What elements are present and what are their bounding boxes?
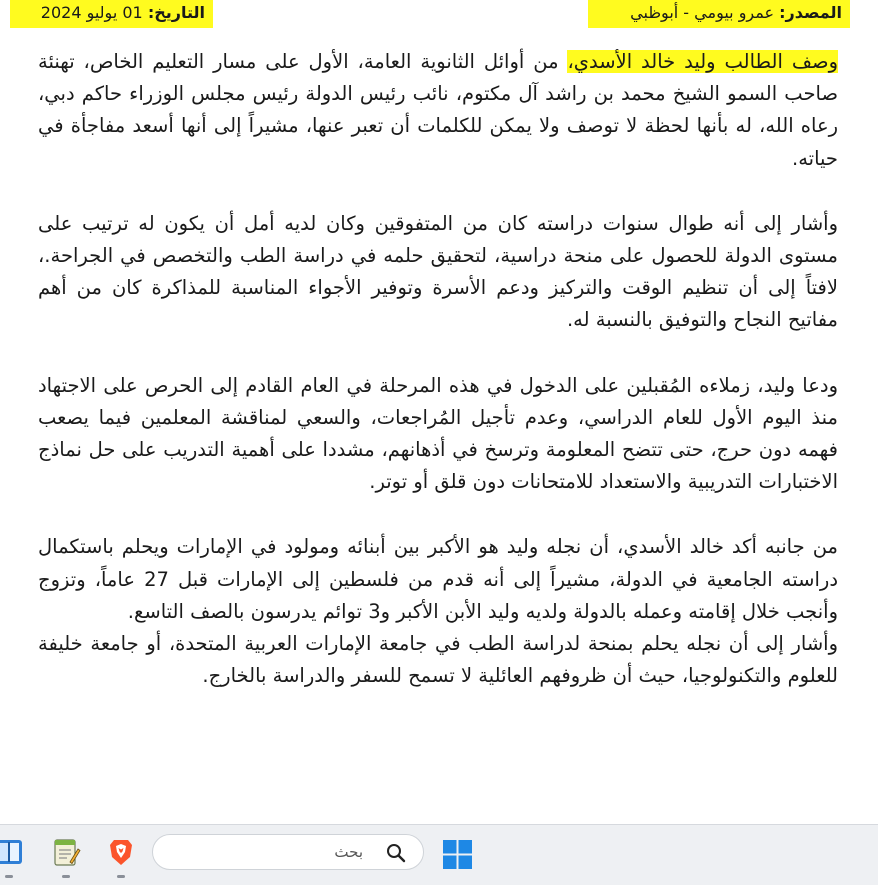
source-tag [588,0,850,28]
paragraph-1-text: من أوائل الثانوية العامة، الأول على مسار التعليم الخاص، تهنئة صاحب السمو الشيخ محمد بن راشد آل مكتوم، نائب رئيس الدولة رئيس مجلس الوزراء حاكم دبي، رعاه الله، له بأنها لحظة لا توصف ولا يمكن للكلمات أن تعبر عنها، مشيراً إلى أنها أسعد مفاجأة في حياته. [38,50,838,170]
header-bar [0,0,878,30]
search-placeholder: بحث [334,843,363,861]
paragraph-3: ودعا وليد، زملاءه المُقبلين على الدخول في هذه المرحلة في العام القادم إلى الحرص على الاجتهاد منذ اليوم الأول للعام الدراسي، وعدم تأجيل المُراجعات، والسعي لمناقشة المعلمين فيما يصعب فهمه دون حرج، حتى تتضح المعلومة وترسخ في أذهانهم، مشددا على أهمية التدريب على حل نماذج الاختبارات التدريبية والاستعداد للامتحانات دون قلق أو توتر. [38,373,838,494]
taskbar [0,824,878,885]
book-app-icon[interactable] [0,837,24,867]
date-tag [10,0,213,28]
brave-running-indicator [117,875,125,878]
paragraph-5: وأشار إلى أن نجله يحلم بمنحة لدراسة الطب في جامعة الإمارات العربية المتحدة، أو جامعة خليفة للعلوم والتكنولوجيا، حيث أن ظروفهم العائلية لا تسمح للسفر والدراسة بالخارج. [38,632,838,688]
notepad-running-indicator [62,875,70,878]
article-body [38,46,838,692]
date-label: التاريخ: [147,3,205,22]
date-value: 01 يوليو 2024 [40,3,143,22]
highlighted-lead: وصف الطالب وليد خالد الأسدي، [567,50,838,73]
paragraph-1 [38,46,838,175]
book-app-running-indicator [5,875,13,878]
source-value: عمرو بيومي - أبوظبي [630,3,775,22]
notepad-app-icon[interactable] [51,837,81,867]
brave-browser-icon[interactable] [106,837,136,867]
source-label: المصدر: [779,3,842,22]
paragraph-2: وأشار إلى أنه طوال سنوات دراسته كان من المتفوقين وكان لديه أمل أن يكون له ترتيب على مستوى الدولة للحصول على منحة دراسية، لتحقيق حلمه في دراسة الطب والتخصص في الجراحة.، لافتاً إلى أن تنظيم الوقت والتركيز ودعم الأسرة وتوفير الأجواء المناسبة للمذاكرة كان من أهم مفاتيح النجاح والتوفيق بالنسبة له. [38,211,838,332]
windows-start-icon[interactable] [443,840,472,869]
paragraph-4: من جانبه أكد خالد الأسدي، أن نجله وليد هو الأكبر بين أبنائه ومولود في الإمارات ويحلم باستكمال دراسته الجامعية في الدولة، مشيراً إلى أنه قدم من فلسطين إلى الإمارات قبل 27 عاماً، وتزوج وأنجب خلال إقامته وعمله بالدولة ولديه وليد الأبن الأكبر و3 توائم يدرسون بالصف التاسع. [38,535,839,623]
search-icon [385,842,407,864]
taskbar-search-box[interactable] [152,834,424,870]
